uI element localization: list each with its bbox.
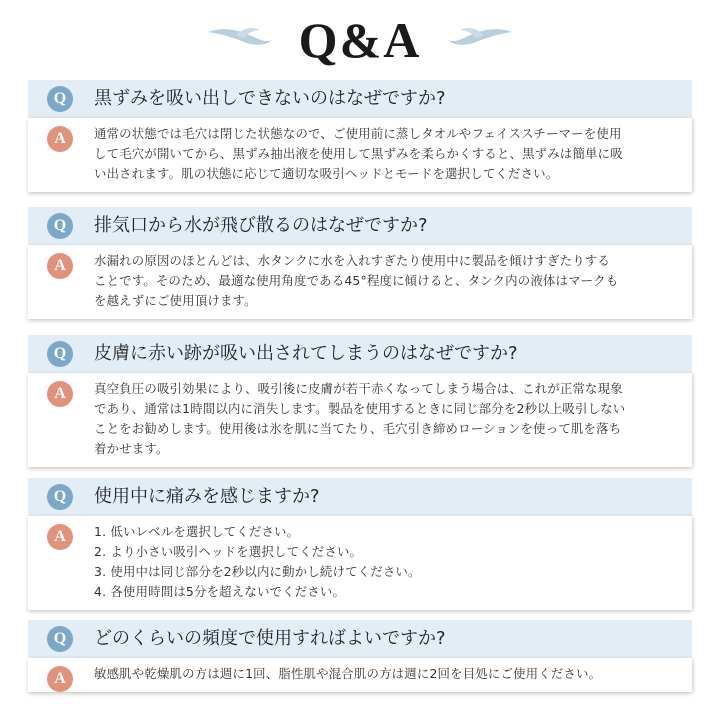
qa-item (28, 620, 692, 692)
answer-text: 1. 低いレベルを選択してください。 2. より小さい吸引ヘッドを選択してください。 3. 使用中は同じ部分を2秒以内に動かし続けてください。 4. 各使用時間は5分を超えないでください。 (94, 524, 421, 599)
qa-item (28, 478, 692, 610)
qa-item (28, 80, 692, 192)
question-text: 排気口から水が飛び散るのはなぜですか? (94, 215, 428, 236)
answer-box (28, 658, 692, 692)
q-badge: Q (47, 484, 73, 510)
page-title: Q&A (298, 12, 422, 68)
answer-text: 敏感肌や乾燥肌の方は週に1回、脂性肌や混合肌の方は週に2回を目処にご使用ください。 (94, 666, 602, 681)
question-text: どのくらいの頻度で使用すればよいですか? (94, 628, 446, 649)
answer-text: 通常の状態では毛穴は閉じた状態なので、ご使用前に蒸しタオルやフェイススチーマーを使用 して毛穴が開いてから、黒ずみ抽出液を使用して黒ずみを柔らかくすると、黒ずみは簡単に吸 い出されます。肌の状態に応じて適切な吸引ヘッドとモードを選択してください。 (94, 126, 623, 181)
q-badge: Q (47, 341, 73, 367)
header (0, 0, 720, 74)
a-badge: A (47, 253, 73, 279)
a-badge: A (47, 126, 73, 152)
question-row (28, 207, 692, 245)
q-badge: Q (47, 626, 73, 652)
question-row (28, 478, 692, 516)
question-text: 皮膚に赤い跡が吸い出されてしまうのはなぜですか? (94, 343, 518, 364)
question-text: 黒ずみを吸い出しできないのはなぜですか? (94, 88, 446, 109)
question-row (28, 620, 692, 658)
question-row (28, 335, 692, 373)
question-row (28, 80, 692, 118)
answer-box (28, 118, 692, 192)
a-badge: A (47, 666, 73, 692)
answer-box (28, 373, 692, 467)
qa-item (28, 207, 692, 319)
q-badge: Q (47, 86, 73, 112)
qa-item (28, 335, 692, 467)
answer-box (28, 516, 692, 610)
a-badge: A (47, 381, 73, 407)
answer-text: 水漏れの原因のほとんどは、水タンクに水を入れすぎたり使用中に製品を傾けすぎたりする ことです。そのため、最適な使用角度である45°程度に傾けると、タンク内の液体はマークも を越えずにご使用頂けます。 (94, 253, 619, 308)
question-text: 使用中に痛みを感じますか? (94, 486, 320, 507)
a-badge: A (47, 524, 73, 550)
answer-box (28, 245, 692, 319)
right-flourish-icon (446, 24, 514, 50)
q-badge: Q (47, 213, 73, 239)
answer-text: 真空負圧の吸引効果により、吸引後に皮膚が若干赤くなってしまう場合は、これが正常な現象 であり、通常は1時間以内に消失します。製品を使用するときに同じ部分を2秒以上吸引しない ことをお勧めします。使用後は氷を肌に当てたり、毛穴引き締めローションを使って肌を落ち 着かせます。 (94, 381, 626, 456)
